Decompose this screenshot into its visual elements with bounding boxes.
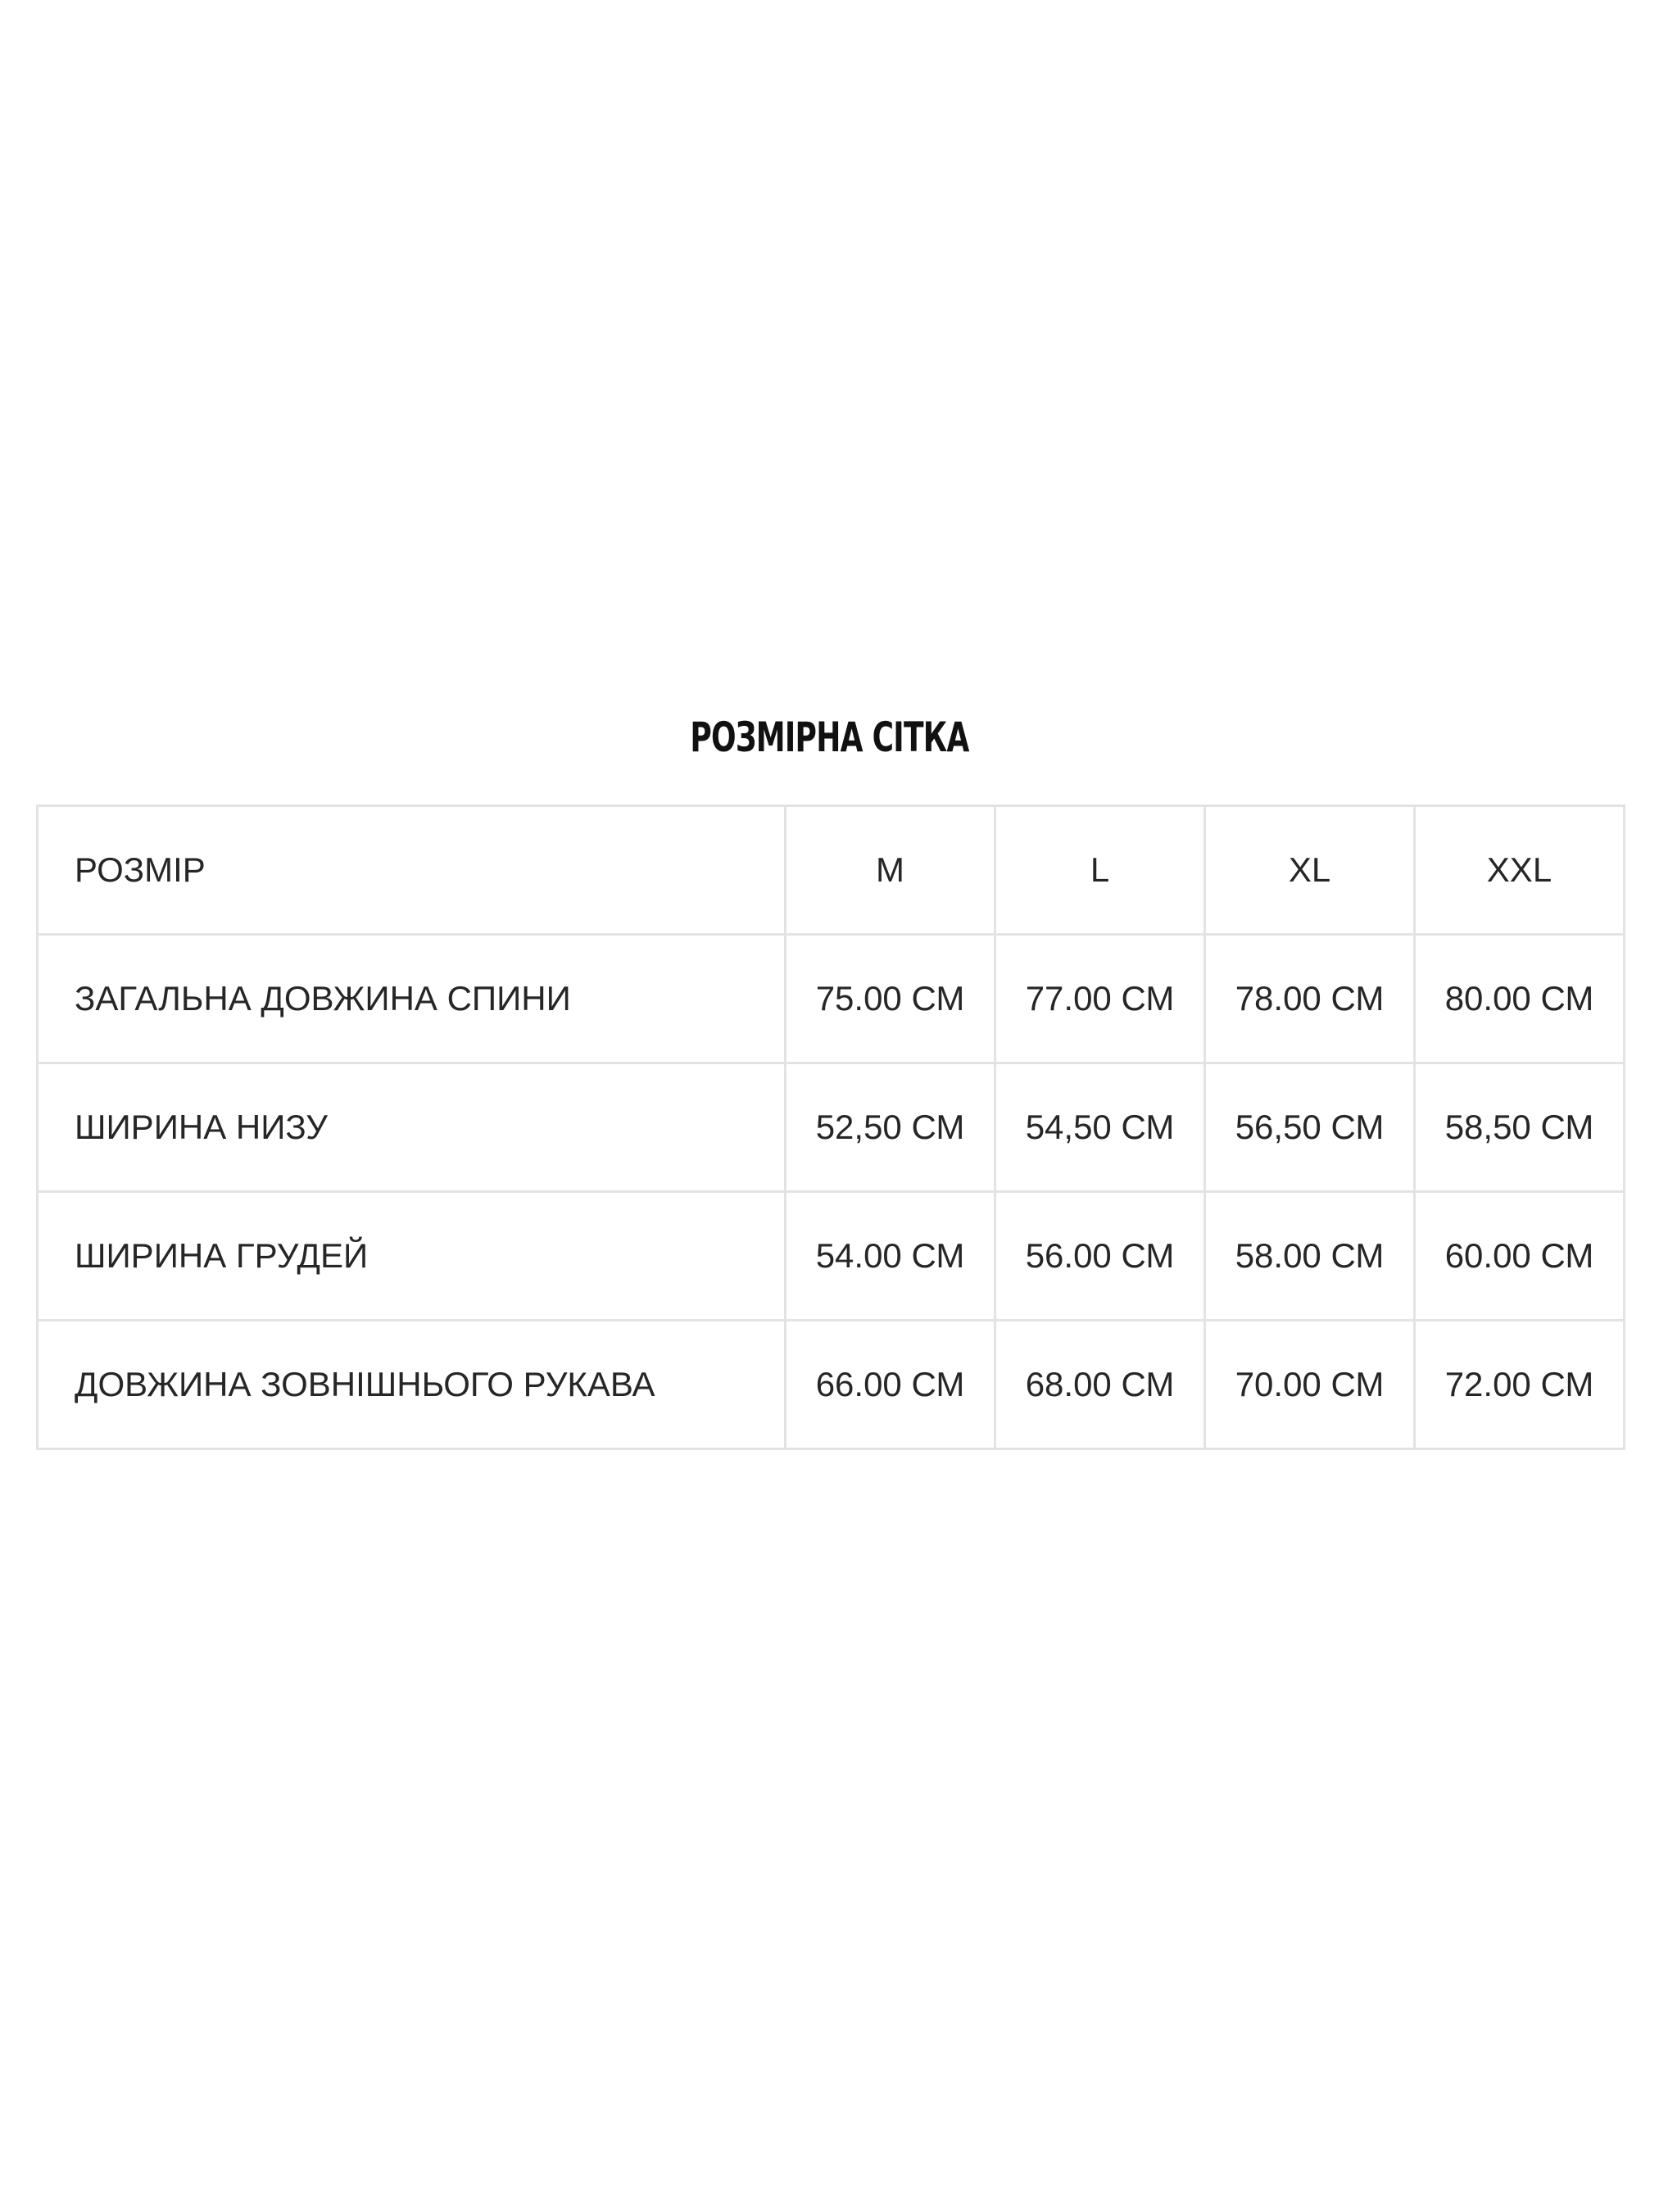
header-label-cell: РОЗМІР xyxy=(38,806,786,935)
table-row xyxy=(38,935,1625,1063)
row-value-cell: 60.00 СМ xyxy=(1415,1192,1625,1321)
row-label-cell: ШИРИНА НИЗУ xyxy=(38,1063,786,1192)
table-header-row xyxy=(38,806,1625,935)
row-value-cell: 70.00 СМ xyxy=(1205,1321,1415,1449)
row-value-cell: 75.00 СМ xyxy=(786,935,995,1063)
row-label-cell: ШИРИНА ГРУДЕЙ xyxy=(38,1192,786,1321)
header-size-m: M xyxy=(786,806,995,935)
row-value-cell: 52,50 СМ xyxy=(786,1063,995,1192)
page-title: РОЗМІРНА СІТКА xyxy=(690,714,969,761)
row-value-cell: 56,50 СМ xyxy=(1205,1063,1415,1192)
row-value-cell: 77.00 СМ xyxy=(995,935,1205,1063)
row-value-cell: 56.00 СМ xyxy=(995,1192,1205,1321)
row-value-cell: 58,50 СМ xyxy=(1415,1063,1625,1192)
row-value-cell: 72.00 СМ xyxy=(1415,1321,1625,1449)
row-label-cell: ДОВЖИНА ЗОВНІШНЬОГО РУКАВА xyxy=(38,1321,786,1449)
size-chart-table xyxy=(36,805,1625,1450)
row-label-cell: ЗАГАЛЬНА ДОВЖИНА СПИНИ xyxy=(38,935,786,1063)
row-value-cell: 78.00 СМ xyxy=(1205,935,1415,1063)
row-value-cell: 54,50 СМ xyxy=(995,1063,1205,1192)
row-value-cell: 66.00 СМ xyxy=(786,1321,995,1449)
table-row xyxy=(38,1063,1625,1192)
header-size-xl: XL xyxy=(1205,806,1415,935)
header-size-xxl: XXL xyxy=(1415,806,1625,935)
row-value-cell: 68.00 СМ xyxy=(995,1321,1205,1449)
row-value-cell: 54.00 СМ xyxy=(786,1192,995,1321)
row-value-cell: 80.00 СМ xyxy=(1415,935,1625,1063)
table-row xyxy=(38,1321,1625,1449)
row-value-cell: 58.00 СМ xyxy=(1205,1192,1415,1321)
table-row xyxy=(38,1192,1625,1321)
header-size-l: L xyxy=(995,806,1205,935)
